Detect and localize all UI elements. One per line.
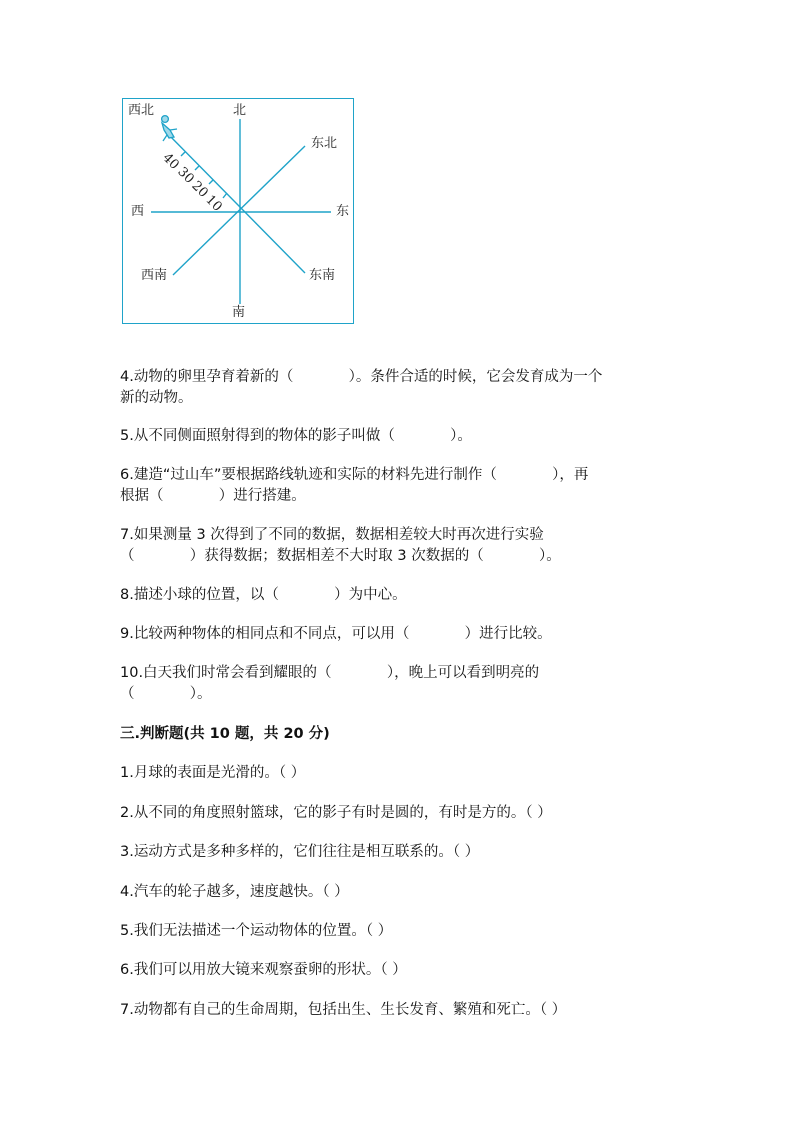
direction-southeast: 东南 <box>309 268 336 283</box>
direction-west: 西 <box>131 204 145 219</box>
question-line: 9.比较两种物体的相同点和不同点，可以用（ ）进行比较。 <box>120 626 552 642</box>
direction-east: 东 <box>336 204 350 219</box>
scale-label: 10 <box>202 192 225 215</box>
compass-diagram <box>122 98 354 324</box>
tf-question: 3.运动方式是多种多样的，它们往往是相互联系的。（ ） <box>120 844 480 860</box>
question-line: 7.如果测量 3 次得到了不同的数据，数据相差较大时再次进行实验 <box>120 527 544 543</box>
tf-question: 2.从不同的角度照射篮球，它的影子有时是圆的，有时是方的。（ ） <box>120 805 552 821</box>
question-line: 根据（ ）进行搭建。 <box>120 488 306 504</box>
compass-lines <box>123 99 355 325</box>
northeast-southwest-line <box>173 146 305 275</box>
section-heading: 三.判断题(共 10 题，共 20 分) <box>120 726 330 742</box>
person-icon <box>162 116 177 141</box>
question-line: 6.建造“过山车”要根据路线轨迹和实际的材料先进行制作（ ），再 <box>120 467 589 483</box>
question-8 <box>120 585 680 606</box>
question-9 <box>120 624 680 645</box>
question-line: 8.描述小球的位置，以（ ）为中心。 <box>120 587 407 603</box>
scale-tick <box>209 180 213 184</box>
tf-question: 4.汽车的轮子越多，速度越快。（ ） <box>120 884 349 900</box>
question-4 <box>120 367 680 409</box>
direction-northwest: 西北 <box>128 103 155 118</box>
tf-question: 7.动物都有自己的生命周期，包括出生、生长发育、繁殖和死亡。（ ） <box>120 1002 567 1018</box>
question-6 <box>120 465 680 507</box>
scale-label: 30 <box>174 164 197 187</box>
tf-question: 6.我们可以用放大镜来观察蚕卵的形状。（ ） <box>120 962 407 978</box>
scale-tick <box>223 193 227 198</box>
direction-northeast: 东北 <box>311 136 338 151</box>
question-line: 新的动物。 <box>120 390 193 406</box>
scale-label: 20 <box>188 178 211 201</box>
scale-label: 40 <box>159 150 182 173</box>
northwest-southeast-line <box>166 132 305 273</box>
scale-tick <box>181 152 185 156</box>
question-line: 10.白天我们时常会看到耀眼的（ ），晚上可以看到明亮的 <box>120 665 540 681</box>
tf-question: 5.我们无法描述一个运动物体的位置。（ ） <box>120 923 393 939</box>
question-5 <box>120 426 680 447</box>
direction-north: 北 <box>233 103 247 118</box>
question-7 <box>120 525 680 567</box>
scale-tick <box>195 166 199 170</box>
question-line: （ ）。 <box>120 686 212 702</box>
direction-southwest: 西南 <box>141 268 168 283</box>
question-10 <box>120 663 680 705</box>
question-line: （ ）获得数据；数据相差不大时取 3 次数据的（ ）。 <box>120 548 561 564</box>
direction-south: 南 <box>232 305 246 320</box>
question-line: 5.从不同侧面照射得到的物体的影子叫做（ ）。 <box>120 428 472 444</box>
tf-question: 1.月球的表面是光滑的。（ ） <box>120 765 306 781</box>
question-line: 4.动物的卵里孕育着新的（ ）。条件合适的时候，它会发育成为一个 <box>120 369 603 385</box>
